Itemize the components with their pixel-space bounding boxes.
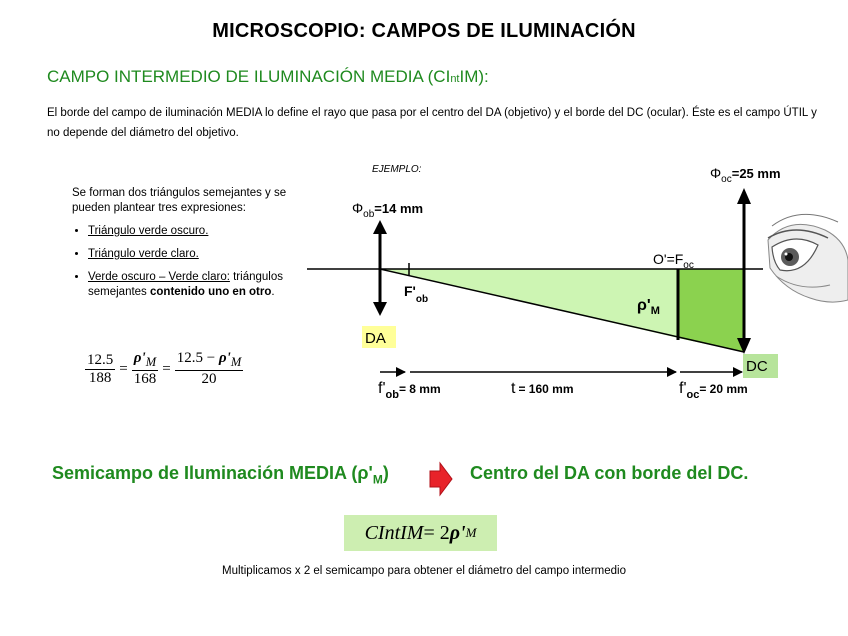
caption: Multiplicamos x 2 el semicampo para obtener el diámetro del campo intermedio — [222, 565, 626, 577]
rho-symbol: ρ' — [133, 350, 146, 366]
formula-lhs: CIntIM — [364, 521, 424, 544]
rho-symbol: ρ' — [637, 297, 651, 314]
phi-ob-sub: ob — [363, 209, 375, 220]
example-label: EJEMPLO: — [372, 164, 422, 175]
foc-distance-value: = 20 mm — [699, 382, 748, 396]
centro-label: Centro del DA con borde del DC. — [470, 463, 749, 483]
t-distance-label — [511, 380, 574, 397]
fob-distance-sub: ob — [385, 389, 399, 401]
side-item-label: Triángulo verde oscuro. — [88, 225, 209, 237]
rho-sub: M — [372, 472, 383, 487]
rho-symbol: ρ' — [218, 350, 231, 366]
foc-distance-label — [679, 380, 748, 401]
red-arrow-icon — [430, 463, 452, 495]
subtitle-suffix: IM): — [459, 67, 489, 86]
semicampo-close: ) — [382, 463, 389, 483]
side-item-label: Verde oscuro – Verde claro: — [88, 271, 230, 283]
phi-oc-label — [710, 165, 781, 185]
phi-ob-label — [352, 200, 423, 220]
o-prime-sub: oc — [683, 260, 694, 271]
fraction-1-num: 12.5 — [87, 351, 114, 368]
rho-symbol: ρ' — [357, 463, 373, 483]
dc-label: DC — [746, 358, 768, 375]
equals-sign: = — [119, 360, 128, 377]
phi-oc-value: =25 mm — [731, 166, 781, 181]
phi-symbol: Φ — [710, 165, 722, 181]
eye-icon — [768, 214, 848, 302]
fob-distance-label — [378, 380, 441, 401]
semicampo-text: Semicampo de Iluminación MEDIA ( — [52, 463, 358, 483]
phi-ob-value: =14 mm — [374, 201, 424, 216]
rho-sub: M — [465, 525, 477, 540]
fraction-2-den: 168 — [133, 371, 157, 387]
side-lead: Se forman dos triángulos semejantes y se pueden plantear tres expresiones: — [72, 187, 287, 214]
da-arrow-head-down — [373, 302, 387, 316]
o-prime-text: O'=F — [653, 251, 684, 267]
da-arrow-head-up — [373, 220, 387, 234]
fob-sub: ob — [415, 294, 429, 305]
rho-symbol: ρ' — [449, 521, 466, 544]
side-item-label: Triángulo verde claro. — [88, 248, 199, 260]
fraction-3-num-a: 12.5 − — [176, 350, 219, 366]
fraction-3-den: 20 — [201, 371, 217, 387]
side-item-text: triángulos semejantes — [88, 271, 283, 298]
foc-distance-sub: oc — [686, 389, 700, 401]
fob-distance-value: = 8 mm — [398, 382, 441, 396]
formula-box — [344, 515, 497, 551]
t-value: = 160 mm — [518, 382, 574, 396]
side-item-end: . — [271, 286, 275, 298]
phi-symbol: Φ — [352, 200, 364, 216]
o-prime-label — [653, 251, 694, 271]
rho-sub: M — [145, 355, 157, 369]
fraction-1-den: 188 — [88, 369, 112, 386]
rho-sub: M — [650, 305, 660, 317]
page-title: MICROSCOPIO: CAMPOS DE ILUMINACIÓN — [212, 20, 636, 42]
t-symbol: t — [511, 380, 516, 397]
da-label: DA — [365, 330, 386, 347]
fob-label — [404, 283, 428, 305]
rho-sub: M — [230, 355, 242, 369]
intro-paragraph: El borde del campo de iluminación MEDIA lo define el rayo que pasa por el centro del DA (objetivo) y el borde del DC (ocular). Éste es el campo ÚTIL y no depende del diámetro del objetivo. — [47, 107, 817, 139]
semicampo-label — [52, 463, 389, 487]
equals-sign: = — [162, 360, 171, 377]
dc-arrow-head-up — [737, 188, 751, 204]
formula-eq: = 2 — [423, 521, 450, 544]
foc-distance-f: f' — [679, 380, 687, 397]
subtitle-sub: nt — [450, 73, 460, 85]
side-item-bold: contenido uno en otro — [150, 286, 272, 298]
fob-f: F' — [404, 283, 416, 299]
fob-distance-f: f' — [378, 380, 386, 397]
phi-oc-sub: oc — [721, 174, 732, 185]
subtitle-prefix: CAMPO INTERMEDIO DE ILUMINACIÓN MEDIA (CI — [47, 67, 451, 86]
